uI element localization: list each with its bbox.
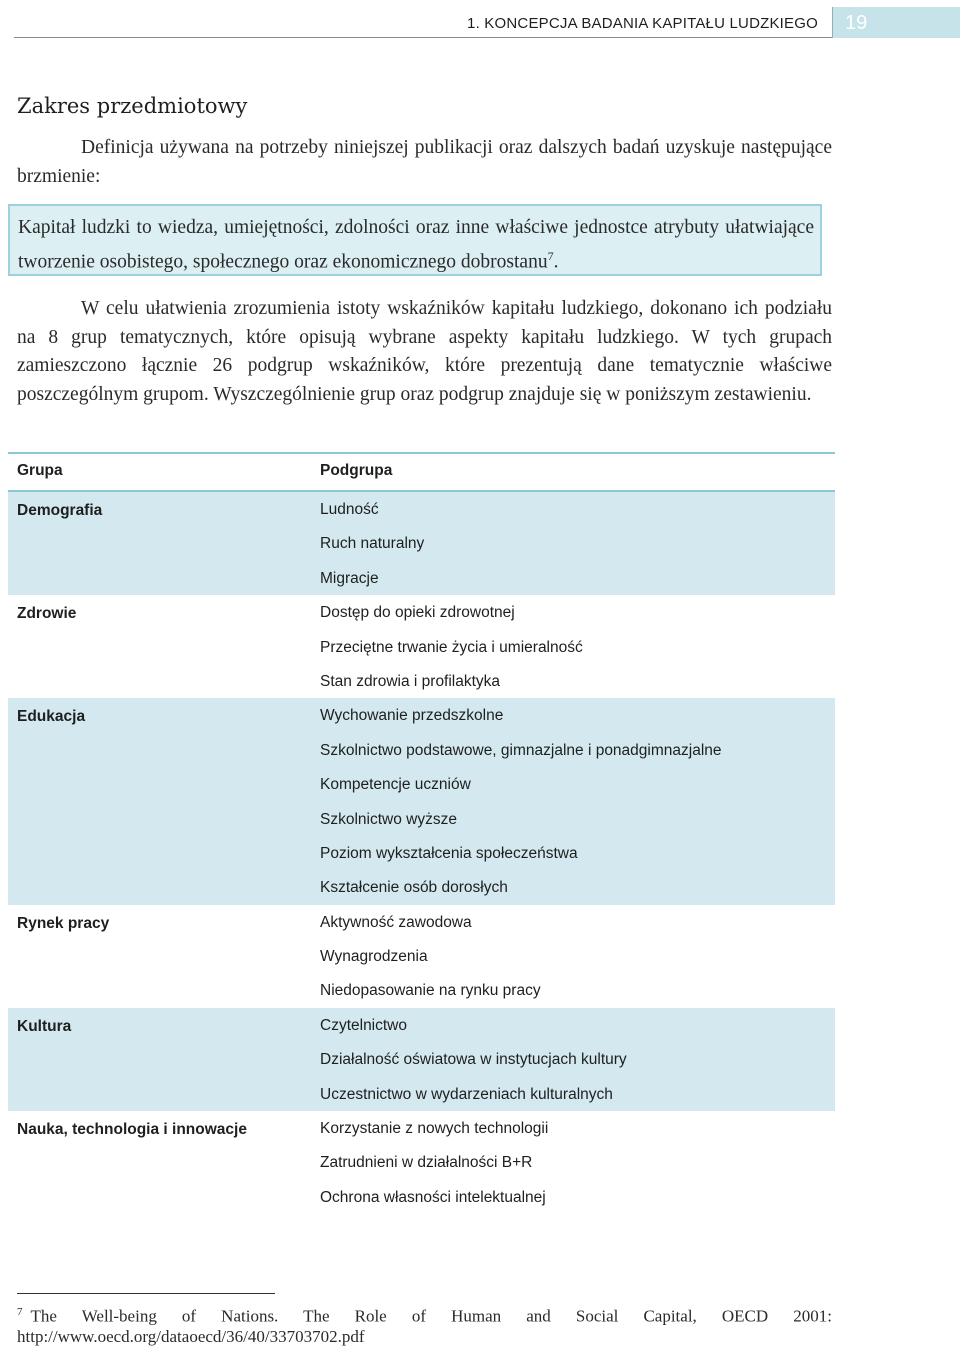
- subgroup-name: Stan zdrowia i profilaktyka: [320, 672, 501, 690]
- table-row: [8, 595, 835, 629]
- subgroup-name: Korzystanie z nowych technologii: [320, 1120, 549, 1138]
- table-row: [8, 733, 835, 767]
- running-header-title: 1. KONCEPCJA BADANIA KAPITAŁU LUDZKIEGO: [467, 15, 818, 32]
- table-row: [8, 1042, 835, 1076]
- table-row: [8, 939, 835, 973]
- subgroup-name: Uczestnictwo w wydarzeniach kulturalnych: [320, 1085, 613, 1103]
- footnote-text: The Well-being of Nations. The Role of Human and Social Capital, OECD 2001: http://www.oecd.org/dataoecd/36/40/33703702.pdf: [17, 1306, 832, 1346]
- table-row: [8, 870, 835, 904]
- page-header: [0, 0, 960, 40]
- table-row: [8, 1008, 835, 1042]
- subgroup-name: Poziom wykształcenia społeczeństwa: [320, 844, 578, 862]
- group-name: Demografia: [17, 502, 103, 519]
- subgroup-name: Ochrona własności intelektualnej: [320, 1188, 546, 1206]
- subgroup-name: Wynagrodzenia: [320, 948, 428, 966]
- table-row: [8, 973, 835, 1007]
- group-name: Rynek pracy: [17, 914, 110, 932]
- subgroup-name: Migracje: [320, 569, 379, 587]
- group-name: Kultura: [17, 1017, 72, 1035]
- footnote-number: 7: [17, 1306, 23, 1318]
- page-number: 19: [845, 12, 868, 34]
- definition-text: Kapitał ludzki to wiedza, umiejętności, zdolności oraz inne właściwe jednostce atrybuty ułatwiające tworzenie osobistego, społecznego oraz ekonomicznego dobrostanu: [18, 217, 814, 273]
- definition-end: .: [553, 251, 559, 273]
- subgroup-name: Kształcenie osób dorosłych: [320, 879, 508, 897]
- table-row: [8, 492, 835, 526]
- subgroup-name: Ruch naturalny: [320, 535, 425, 553]
- groups-table: [8, 452, 835, 1214]
- table-group: [8, 1111, 835, 1214]
- table-row: [8, 1111, 835, 1145]
- subgroup-name: Ludność: [320, 501, 379, 518]
- table-row: [8, 561, 835, 595]
- subgroup-name: Szkolnictwo wyższe: [320, 810, 457, 828]
- footnote: [17, 1302, 832, 1347]
- subgroup-name: Szkolnictwo podstawowe, gimnazjalne i ponadgimnazjalne: [320, 741, 722, 759]
- header-rule: [14, 37, 832, 38]
- table-row: [8, 767, 835, 801]
- subgroup-name: Działalność oświatowa w instytucjach kultury: [320, 1051, 627, 1069]
- table-row: [8, 526, 835, 560]
- table-row: [8, 836, 835, 870]
- table-row: [8, 1077, 835, 1111]
- subgroup-name: Aktywność zawodowa: [320, 913, 472, 931]
- subgroup-name: Niedopasowanie na rynku pracy: [320, 982, 541, 1000]
- footnote-rule: [17, 1293, 275, 1294]
- subgroup-name: Czytelnictwo: [320, 1016, 407, 1034]
- table-row: [8, 1180, 835, 1214]
- footnote-ref[interactable]: 7: [547, 249, 554, 263]
- table-row: [8, 698, 835, 732]
- table-group: [8, 492, 835, 595]
- subgroup-name: Wychowanie przedszkolne: [320, 707, 504, 725]
- table-group: [8, 1008, 835, 1111]
- table-row: [8, 1145, 835, 1179]
- table-body: [8, 492, 835, 1214]
- table-group: [8, 698, 835, 904]
- table-row: [8, 630, 835, 664]
- col-header-subgroup: Podgrupa: [320, 462, 393, 479]
- body-paragraph: W celu ułatwienia zrozumienia istoty wskaźników kapitału ludzkiego, dokonano ich podziału na 8 grup tematycznych, które opisują wybrane aspekty kapitału ludzkiego. W tych grupach zamieszczono łącznie 26 podgrup wskaźników, które prezentują dane tematycznie właściwe poszczególnym grupom. Wyszczególnienie grup oraz podgrup znajduje się w poniższym zestawieniu.: [17, 298, 832, 405]
- table-group: [8, 595, 835, 698]
- table-header: [8, 452, 835, 492]
- table-row: [8, 802, 835, 836]
- section-title: Zakres przedmiotowy: [17, 94, 248, 118]
- subgroup-name: Zatrudnieni w działalności B+R: [320, 1154, 533, 1172]
- subgroup-name: Kompetencje uczniów: [320, 776, 471, 794]
- intro-paragraph: Definicja używana na potrzeby niniejszej publikacji oraz dalszych badań uzyskuje następujące brzmienie:: [17, 137, 832, 187]
- group-name: Nauka, technologia i innowacje: [17, 1121, 247, 1139]
- table-group: [8, 905, 835, 1008]
- definition-box: [8, 204, 822, 276]
- table-row: [8, 905, 835, 939]
- subgroup-name: Dostęp do opieki zdrowotnej: [320, 604, 515, 622]
- col-header-group: Grupa: [17, 462, 63, 479]
- group-name: Zdrowie: [17, 605, 77, 623]
- table-row: [8, 664, 835, 698]
- group-name: Edukacja: [17, 708, 86, 726]
- subgroup-name: Przeciętne trwanie życia i umieralność: [320, 638, 583, 656]
